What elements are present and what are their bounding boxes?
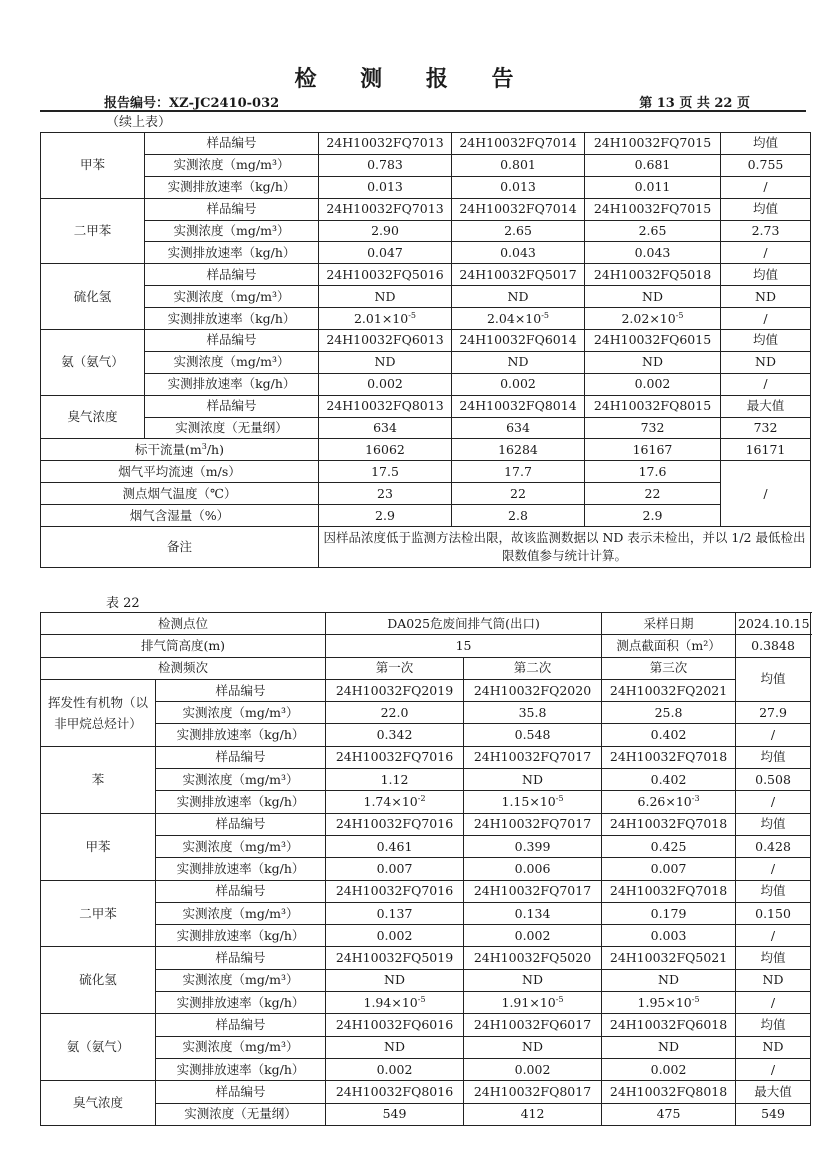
- sample-id: 24H10032FQ5017: [452, 264, 585, 286]
- row-label: 样品编号: [145, 330, 319, 352]
- row-label: 烟气含湿量（%）: [41, 505, 319, 527]
- value-cell: 0.011: [585, 176, 721, 198]
- value-cell: ND: [721, 351, 811, 373]
- sample-id: 24H10032FQ6017: [464, 1014, 602, 1036]
- summary-label: 均值: [721, 330, 811, 352]
- pollutant-name: 苯: [41, 746, 156, 813]
- summary-label: 均值: [721, 198, 811, 220]
- sample-id: 24H10032FQ6016: [326, 1014, 464, 1036]
- sample-id: 24H10032FQ7014: [452, 198, 585, 220]
- summary-label: 均值: [736, 1014, 811, 1036]
- value-cell: /: [736, 925, 811, 947]
- value-cell: ND: [319, 286, 452, 308]
- table-row: [41, 969, 811, 991]
- value-cell: 0.043: [452, 242, 585, 264]
- sample-id: 24H10032FQ5021: [602, 947, 736, 969]
- table-row: [41, 176, 811, 198]
- row-label: 排气筒高度(m): [41, 635, 326, 657]
- value-cell: $2.02\times 10^{-5}$: [585, 308, 721, 330]
- row-label: 实测浓度（无量纲）: [156, 1103, 326, 1125]
- value-cell: /: [721, 461, 811, 527]
- value-cell: 0.801: [452, 154, 585, 176]
- value-cell: 0.002: [452, 373, 585, 395]
- value-cell: 0.002: [585, 373, 721, 395]
- value-cell: 634: [452, 417, 585, 439]
- value-cell: 412: [464, 1103, 602, 1125]
- sample-id: 24H10032FQ6013: [319, 330, 452, 352]
- pollutant-name: 臭气浓度: [41, 395, 145, 439]
- table-row: [41, 505, 811, 527]
- sample-id: 24H10032FQ7013: [319, 198, 452, 220]
- value-cell: 2.65: [585, 220, 721, 242]
- value-cell: 16284: [452, 439, 585, 461]
- sample-id: 24H10032FQ5018: [585, 264, 721, 286]
- row-label: 烟气平均流速（m/s）: [41, 461, 319, 483]
- row-label: 样品编号: [156, 947, 326, 969]
- sample-id: 24H10032FQ8016: [326, 1081, 464, 1103]
- value-cell: $1.94\times 10^{-5}$: [326, 992, 464, 1014]
- value-cell: ND: [585, 351, 721, 373]
- sample-id: 24H10032FQ7017: [464, 813, 602, 835]
- row-label: 样品编号: [145, 198, 319, 220]
- value-cell: 0.137: [326, 902, 464, 924]
- value-cell: /: [721, 308, 811, 330]
- table-row: [41, 813, 811, 835]
- value-cell: 1.12: [326, 769, 464, 791]
- value-cell: $1.95\times 10^{-5}$: [602, 992, 736, 1014]
- row-label: 检测点位: [41, 613, 326, 635]
- table-row: [41, 373, 811, 395]
- value-cell: 634: [319, 417, 452, 439]
- value-cell: 0.007: [326, 858, 464, 880]
- value-cell: /: [736, 724, 811, 746]
- row-label: 实测排放速率（kg/h）: [156, 724, 326, 746]
- row-label: 实测浓度（mg/m³）: [145, 154, 319, 176]
- sample-id: 24H10032FQ7017: [464, 746, 602, 768]
- table-row: [41, 417, 811, 439]
- sample-id: 24H10032FQ5019: [326, 947, 464, 969]
- value-cell: 0.428: [736, 835, 811, 857]
- value-cell: 0.002: [326, 925, 464, 947]
- table-row: [41, 242, 811, 264]
- value-cell: /: [721, 373, 811, 395]
- table-row: [41, 133, 811, 155]
- pollutant-name: 二甲苯: [41, 880, 156, 947]
- row-label: 实测浓度（mg/m³）: [156, 902, 326, 924]
- report-title: 检 测 报 告: [294, 66, 532, 92]
- table-row: [41, 483, 811, 505]
- value-cell: 0.425: [602, 835, 736, 857]
- row-label: 实测排放速率（kg/h）: [156, 925, 326, 947]
- row-label: 实测排放速率（kg/h）: [145, 308, 319, 330]
- value-cell: $6.26\times 10^{-3}$: [602, 791, 736, 813]
- summary-label: 均值: [721, 264, 811, 286]
- sample-id: 24H10032FQ7016: [326, 746, 464, 768]
- sample-id: 24H10032FQ5016: [319, 264, 452, 286]
- row-label: 采样日期: [602, 613, 736, 635]
- value-cell: 2.9: [319, 505, 452, 527]
- row-label: 实测排放速率（kg/h）: [156, 992, 326, 1014]
- value-cell: 549: [326, 1103, 464, 1125]
- value-cell: 27.9: [736, 702, 811, 724]
- value-cell: /: [736, 791, 811, 813]
- value-cell: 0.461: [326, 835, 464, 857]
- value-cell: 0.043: [585, 242, 721, 264]
- value-cell: 0.342: [326, 724, 464, 746]
- value-cell: 0.002: [602, 1058, 736, 1080]
- sample-id: 24H10032FQ7015: [585, 133, 721, 155]
- table-row: [41, 264, 811, 286]
- sample-id: 24H10032FQ7014: [452, 133, 585, 155]
- value-cell: 17.6: [585, 461, 721, 483]
- sample-id: 24H10032FQ7013: [319, 133, 452, 155]
- value-cell: 0.013: [452, 176, 585, 198]
- value-cell: 35.8: [464, 702, 602, 724]
- value-cell: 15: [326, 635, 602, 657]
- table-row: [41, 791, 811, 813]
- pollutant-name: 硫化氢: [41, 264, 145, 330]
- table-row: [41, 1036, 811, 1058]
- value-cell: 2024.10.15: [736, 613, 811, 635]
- value-cell: /: [736, 858, 811, 880]
- table-row: [41, 858, 811, 880]
- row-label: 实测浓度（mg/m³）: [145, 220, 319, 242]
- row-label: 实测浓度（mg/m³）: [156, 1036, 326, 1058]
- value-cell: 0.003: [602, 925, 736, 947]
- column-header: 第二次: [464, 657, 602, 679]
- row-label: 样品编号: [145, 264, 319, 286]
- pollutant-name: 二甲苯: [41, 198, 145, 264]
- continued-label: （续上表）: [106, 115, 172, 130]
- table-row: [41, 835, 811, 857]
- value-cell: DA025危废间排气筒(出口): [326, 613, 602, 635]
- sample-id: 24H10032FQ8018: [602, 1081, 736, 1103]
- value-cell: ND: [464, 769, 602, 791]
- table-row: [41, 746, 811, 768]
- table-row: [41, 351, 811, 373]
- value-cell: 2.90: [319, 220, 452, 242]
- row-label: 实测浓度（mg/m³）: [156, 769, 326, 791]
- row-label: 实测浓度（mg/m³）: [156, 835, 326, 857]
- value-cell: /: [721, 176, 811, 198]
- table-label: 表 22: [106, 596, 140, 611]
- value-cell: 23: [319, 483, 452, 505]
- table-row: [41, 395, 811, 417]
- table-row: [41, 992, 811, 1014]
- row-label: 样品编号: [145, 395, 319, 417]
- value-cell: ND: [452, 351, 585, 373]
- value-cell: 0.047: [319, 242, 452, 264]
- table-row: [41, 925, 811, 947]
- value-cell: $2.04\times 10^{-5}$: [452, 308, 585, 330]
- remark-text: 因样品浓度低于监测方法检出限，故该监测数据以 ND 表示未检出，并以 1/2 最低检出限数值参与统计计算。: [319, 527, 811, 568]
- value-cell: 16167: [585, 439, 721, 461]
- summary-label: 均值: [736, 657, 811, 702]
- row-label: 实测排放速率（kg/h）: [156, 858, 326, 880]
- table-row: [41, 724, 811, 746]
- value-cell: 0.783: [319, 154, 452, 176]
- value-cell: 475: [602, 1103, 736, 1125]
- table-row: [41, 286, 811, 308]
- value-cell: ND: [326, 1036, 464, 1058]
- pollutant-name: 氨（氨气）: [41, 1014, 156, 1081]
- table-row: [41, 198, 811, 220]
- value-cell: ND: [464, 1036, 602, 1058]
- summary-label: 最大值: [721, 395, 811, 417]
- row-label: 实测排放速率（kg/h）: [156, 791, 326, 813]
- row-label: 实测浓度（mg/m³）: [156, 702, 326, 724]
- value-cell: $1.74\times 10^{-2}$: [326, 791, 464, 813]
- value-cell: ND: [464, 969, 602, 991]
- pollutant-name: 硫化氢: [41, 947, 156, 1014]
- table-row: [41, 154, 811, 176]
- remark-label: 备注: [41, 527, 319, 568]
- table-row: [41, 1014, 811, 1036]
- sample-id: 24H10032FQ2021: [602, 679, 736, 701]
- sample-id: 24H10032FQ8017: [464, 1081, 602, 1103]
- sample-id: 24H10032FQ7018: [602, 880, 736, 902]
- value-cell: 549: [736, 1103, 811, 1125]
- sample-id: 24H10032FQ2019: [326, 679, 464, 701]
- pollutant-name: 臭气浓度: [41, 1081, 156, 1126]
- report-number: 报告编号：XZ-JC2410-032: [104, 96, 280, 111]
- table-row: [41, 902, 811, 924]
- value-cell: 0.134: [464, 902, 602, 924]
- value-cell: ND: [736, 969, 811, 991]
- value-cell: 0.681: [585, 154, 721, 176]
- value-cell: 0.150: [736, 902, 811, 924]
- value-cell: /: [721, 242, 811, 264]
- sample-id: 24H10032FQ7015: [585, 198, 721, 220]
- sample-id: 24H10032FQ6014: [452, 330, 585, 352]
- value-cell: 0.006: [464, 858, 602, 880]
- value-cell: 2.8: [452, 505, 585, 527]
- table-row: [41, 947, 811, 969]
- row-label: 实测排放速率（kg/h）: [145, 242, 319, 264]
- row-label: 实测浓度（mg/m³）: [156, 969, 326, 991]
- sample-id: 24H10032FQ6018: [602, 1014, 736, 1036]
- summary-label: 最大值: [736, 1081, 811, 1103]
- value-cell: ND: [319, 351, 452, 373]
- value-cell: /: [736, 992, 811, 1014]
- value-cell: 0.002: [319, 373, 452, 395]
- value-cell: 0.179: [602, 902, 736, 924]
- column-header: 第三次: [602, 657, 736, 679]
- sample-id: 24H10032FQ7018: [602, 746, 736, 768]
- row-label: 样品编号: [156, 1014, 326, 1036]
- row-label: 测点烟气温度（℃）: [41, 483, 319, 505]
- sample-id: 24H10032FQ7016: [326, 813, 464, 835]
- sample-id: 24H10032FQ5020: [464, 947, 602, 969]
- value-cell: 22: [452, 483, 585, 505]
- row-label: 样品编号: [156, 1081, 326, 1103]
- table-row: [41, 220, 811, 242]
- table-row: [41, 880, 811, 902]
- row-label: 样品编号: [145, 133, 319, 155]
- value-cell: 0.755: [721, 154, 811, 176]
- sample-id: 24H10032FQ6015: [585, 330, 721, 352]
- table-row: [41, 1058, 811, 1080]
- value-cell: 0.3848: [736, 635, 811, 657]
- sample-id: 24H10032FQ8015: [585, 395, 721, 417]
- sample-id: 24H10032FQ8014: [452, 395, 585, 417]
- value-cell: 0.013: [319, 176, 452, 198]
- value-cell: 16062: [319, 439, 452, 461]
- value-cell: 17.5: [319, 461, 452, 483]
- row-label: 检测频次: [41, 657, 326, 679]
- value-cell: 0.007: [602, 858, 736, 880]
- value-cell: 22.0: [326, 702, 464, 724]
- value-cell: 16171: [721, 439, 811, 461]
- row-label: 实测排放速率（kg/h）: [145, 176, 319, 198]
- row-label: 实测浓度（mg/m³）: [145, 286, 319, 308]
- table-row: [41, 769, 811, 791]
- value-cell: 0.399: [464, 835, 602, 857]
- sample-id: 24H10032FQ7018: [602, 813, 736, 835]
- row-label: 实测浓度（无量纲）: [145, 417, 319, 439]
- table-row: [41, 613, 811, 635]
- value-cell: 732: [585, 417, 721, 439]
- value-cell: ND: [602, 969, 736, 991]
- pollutant-name: 氨（氨气）: [41, 330, 145, 396]
- summary-label: 均值: [736, 880, 811, 902]
- row-label: 实测浓度（mg/m³）: [145, 351, 319, 373]
- row-label: 样品编号: [156, 813, 326, 835]
- table-row: [41, 635, 811, 657]
- summary-label: 均值: [736, 947, 811, 969]
- value-cell: 0.002: [464, 1058, 602, 1080]
- table-row: [41, 657, 811, 679]
- row-label: 样品编号: [156, 746, 326, 768]
- value-cell: ND: [736, 1036, 811, 1058]
- summary-label: 均值: [721, 133, 811, 155]
- table-row: [41, 527, 811, 568]
- table-row: [41, 1103, 811, 1125]
- table-row: [41, 308, 811, 330]
- table-row: [41, 702, 811, 724]
- sample-id: 24H10032FQ7016: [326, 880, 464, 902]
- value-cell: 17.7: [452, 461, 585, 483]
- row-label: 实测排放速率（kg/h）: [156, 1058, 326, 1080]
- table-row: [41, 330, 811, 352]
- value-cell: ND: [585, 286, 721, 308]
- row-label: 样品编号: [156, 880, 326, 902]
- results-table-continued: [40, 132, 811, 568]
- pollutant-name: 甲苯: [41, 133, 145, 199]
- value-cell: /: [736, 1058, 811, 1080]
- value-cell: $2.01\times 10^{-5}$: [319, 308, 452, 330]
- summary-label: 均值: [736, 746, 811, 768]
- value-cell: 22: [585, 483, 721, 505]
- pollutant-name: 甲苯: [41, 813, 156, 880]
- value-cell: 0.402: [602, 724, 736, 746]
- value-cell: ND: [721, 286, 811, 308]
- row-label: 实测排放速率（kg/h）: [145, 373, 319, 395]
- table-row: [41, 439, 811, 461]
- sample-id: 24H10032FQ2020: [464, 679, 602, 701]
- value-cell: ND: [602, 1036, 736, 1058]
- value-cell: $1.15\times 10^{-5}$: [464, 791, 602, 813]
- sample-id: 24H10032FQ7017: [464, 880, 602, 902]
- row-label: 样品编号: [156, 679, 326, 701]
- value-cell: 25.8: [602, 702, 736, 724]
- value-cell: 2.65: [452, 220, 585, 242]
- table-row: [41, 1081, 811, 1103]
- value-cell: 0.002: [326, 1058, 464, 1080]
- sample-id: 24H10032FQ8013: [319, 395, 452, 417]
- value-cell: $1.91\times 10^{-5}$: [464, 992, 602, 1014]
- value-cell: 0.508: [736, 769, 811, 791]
- results-table-22: [40, 612, 811, 1126]
- page-indicator: 第 13 页 共 22 页: [639, 96, 750, 111]
- value-cell: ND: [326, 969, 464, 991]
- row-label: 标干流量$(m^3/h)$: [41, 439, 319, 461]
- pollutant-name: 挥发性有机物（以非甲烷总烃计）: [41, 679, 156, 746]
- value-cell: 0.002: [464, 925, 602, 947]
- value-cell: 0.402: [602, 769, 736, 791]
- value-cell: 0.548: [464, 724, 602, 746]
- column-header: 第一次: [326, 657, 464, 679]
- value-cell: ND: [452, 286, 585, 308]
- value-cell: 2.73: [721, 220, 811, 242]
- summary-label: 均值: [736, 813, 811, 835]
- table-row: [41, 461, 811, 483]
- value-cell: 2.9: [585, 505, 721, 527]
- value-cell: 732: [721, 417, 811, 439]
- table-row: [41, 679, 811, 701]
- row-label: 测点截面积（m²）: [602, 635, 736, 657]
